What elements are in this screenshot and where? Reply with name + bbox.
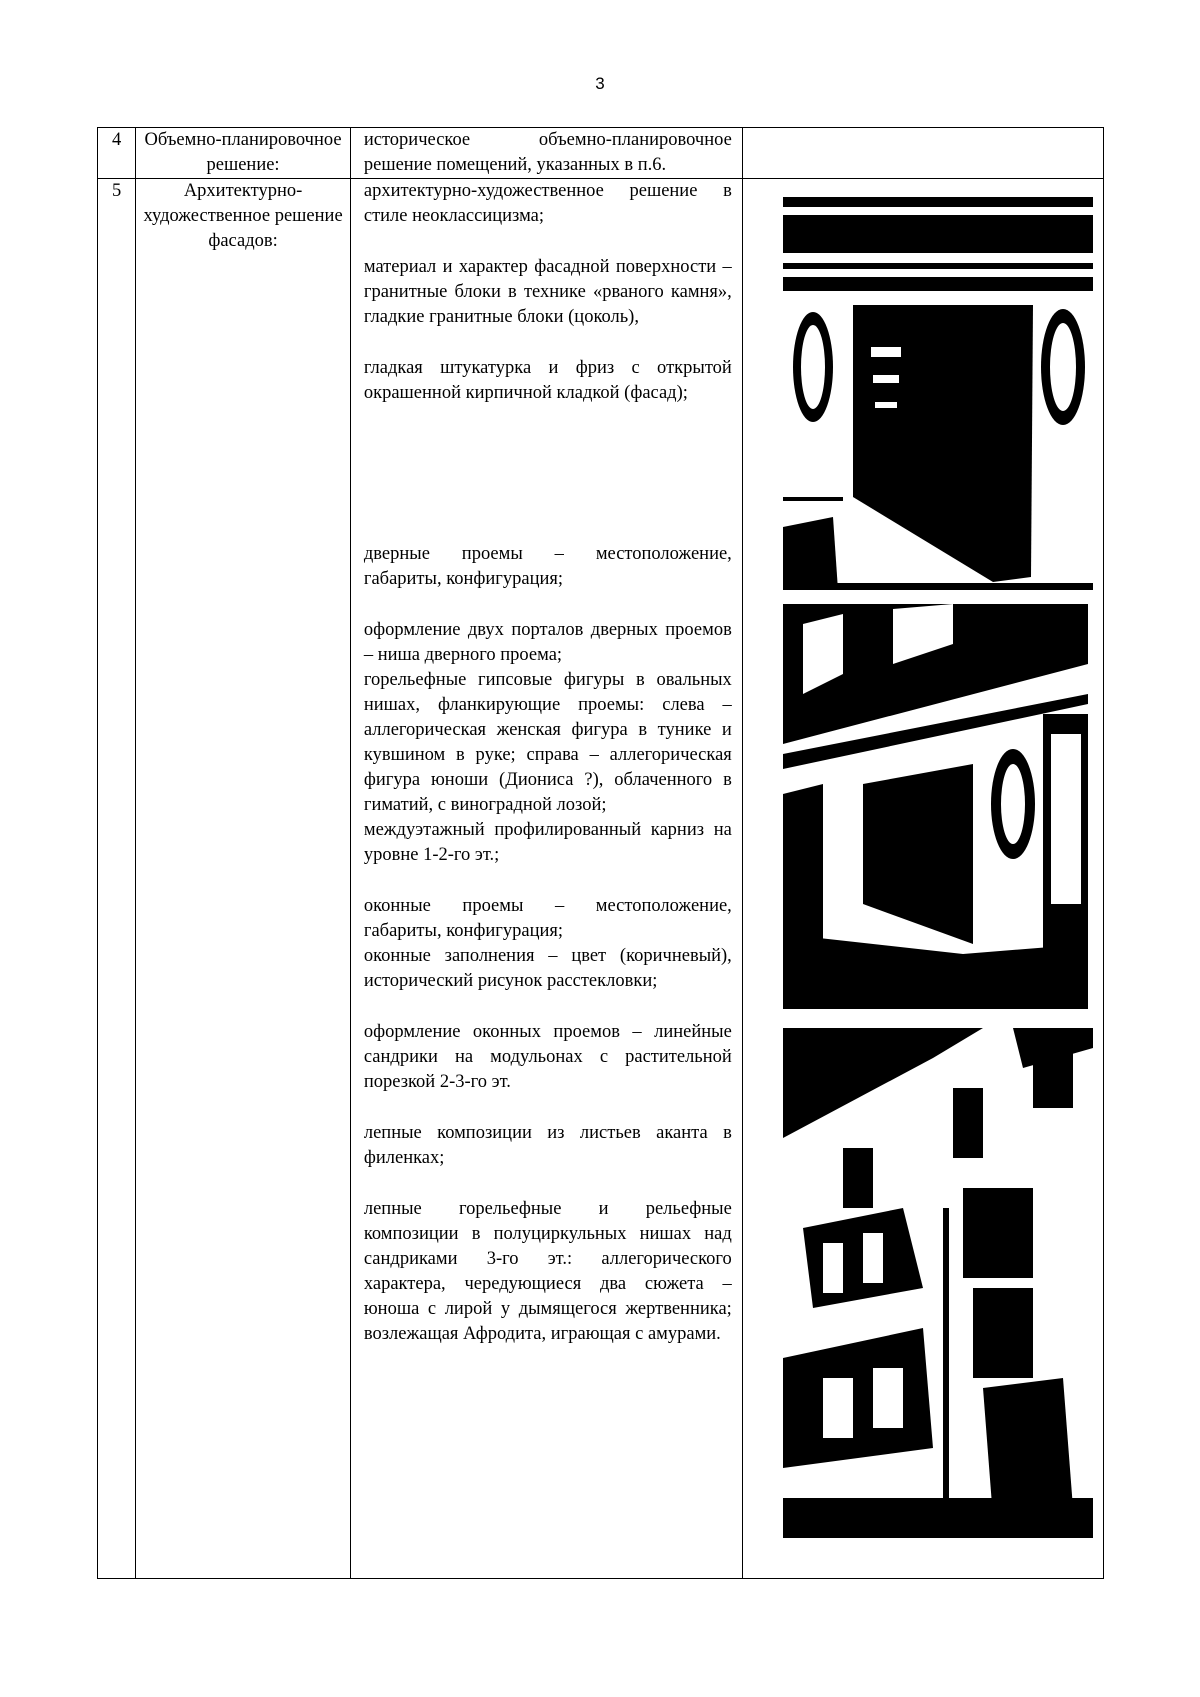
row-title: Архитектурно-художественное решение фасадов: <box>136 179 351 1579</box>
photo-cell <box>742 179 1103 1579</box>
description-paragraph: гладкая штукатурка и фриз с открытой окрашенной кирпичной кладкой (фасад); <box>363 358 732 403</box>
table-row <box>98 179 1104 1579</box>
description-paragraph: оконные заполнения – цвет (коричневый), исторический рисунок расстекловки; <box>363 946 732 991</box>
description-paragraph: дверные проемы – местоположение, габариты, конфигурация; <box>363 544 732 589</box>
description-paragraph: оконные проемы – местоположение, габариты, конфигурация; <box>363 896 732 941</box>
row-description <box>350 128 742 179</box>
portal-photo <box>783 604 1088 1009</box>
row-number: 5 <box>98 179 136 1579</box>
photo-cell <box>742 128 1103 179</box>
description-paragraph: лепные горельефные и рельефные композиции в полуциркульных нишах над сандриками 3-го эт.: аллегорического характера, чередующиеся два сюжета – юноша с лирой у дымящегося жертвенника; возлежащая Афродита, играющая с амурами. <box>363 1199 732 1344</box>
description-paragraph: лепные композиции из листьев аканта в филенках; <box>363 1123 732 1168</box>
heritage-table <box>97 127 1104 1579</box>
description-paragraph: междуэтажный профилированный карниз на уровне 1-2-го эт.; <box>363 820 732 865</box>
description-paragraph: материал и характер фасадной поверхности – гранитные блоки в технике «рваного камня», гладкие гранитные блоки (цоколь), <box>363 257 732 327</box>
description-paragraph: историческое объемно-планировочное решение помещений, указанных в п.6. <box>363 130 732 175</box>
page-number: 3 <box>595 74 605 93</box>
row-number: 4 <box>98 128 136 179</box>
row-title: Объемно-планировочное решение: <box>136 128 351 179</box>
description-paragraph: архитектурно-художественное решение в стиле неоклассицизма; <box>363 181 732 226</box>
row-description <box>350 179 742 1579</box>
description-paragraph: оформление двух порталов дверных проемов – ниша дверного проема; <box>363 620 732 665</box>
description-paragraph: горельефные гипсовые фигуры в овальных нишах, фланкирующие проемы: слева – аллегорическая женская фигура в тунике и кувшином в руке; справа – аллегорическая фигура юноши (Диониса ?), облаченного в гиматий, с виноградной лозой; <box>363 670 732 815</box>
facade-windows-photo <box>783 1028 1093 1538</box>
portal-photo <box>783 197 1093 590</box>
description-paragraph: оформление оконных проемов – линейные сандрики на модульонах с растительной порезкой 2-3-го эт. <box>363 1022 732 1092</box>
table-row <box>98 128 1104 179</box>
